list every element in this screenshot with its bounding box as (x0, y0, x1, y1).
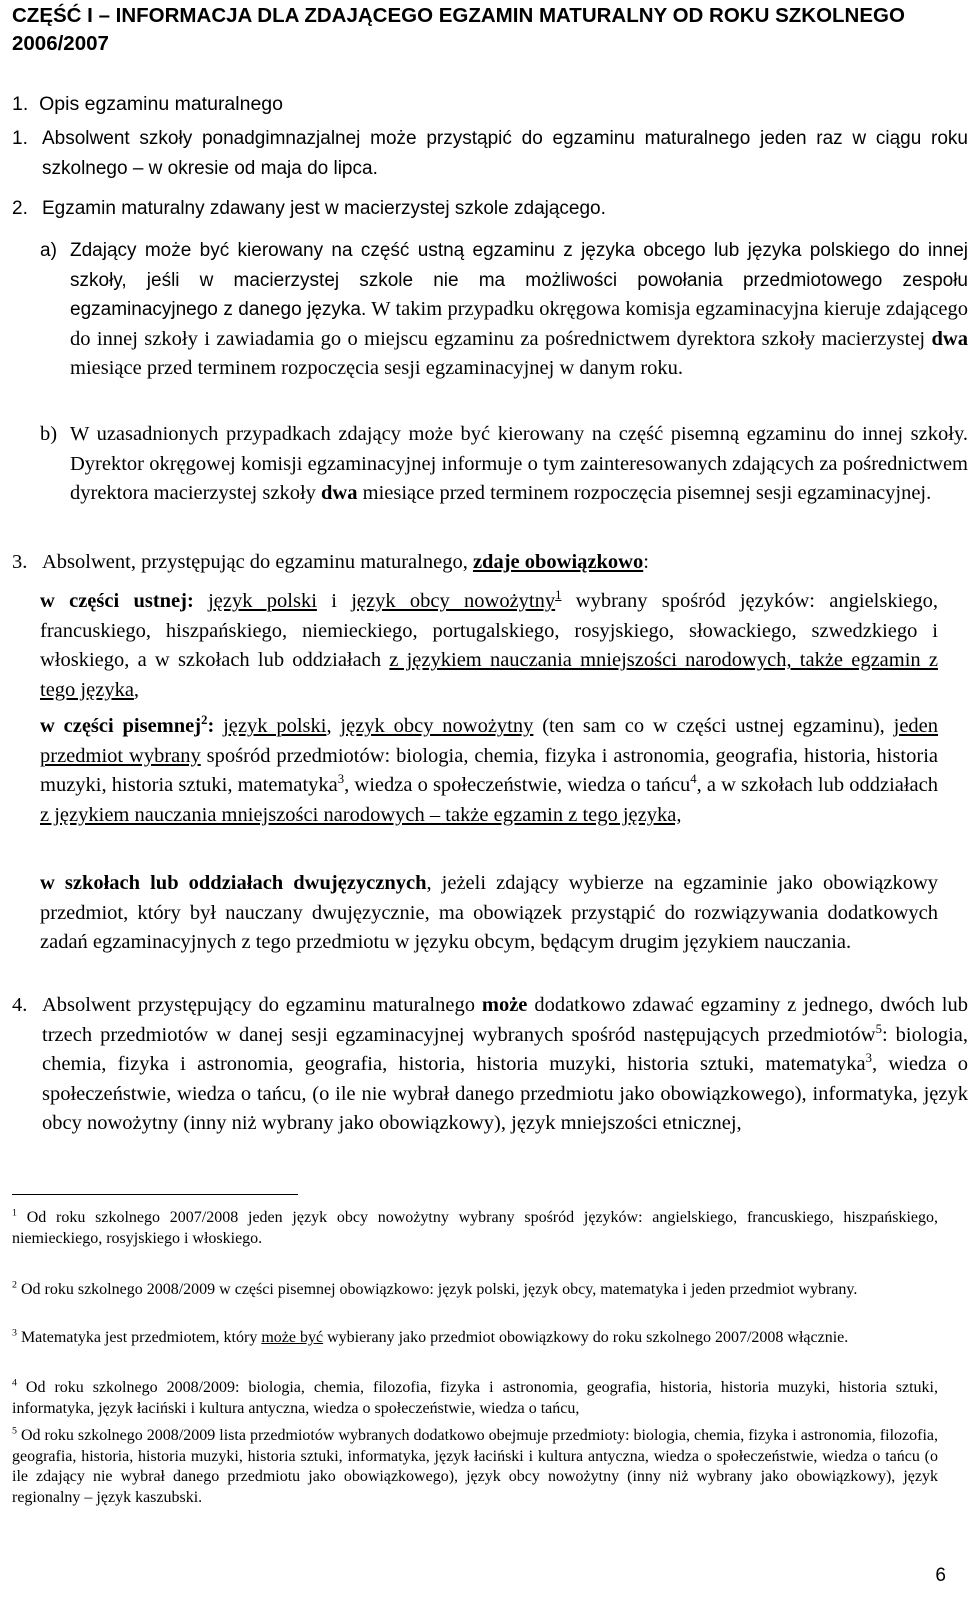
item-1: 1. Absolwent szkoły ponadgimnazjalnej może przystąpić do egzaminu maturalnego jeden raz w ciągu roku szkolnego – w okresie od maja do lipca. (12, 128, 968, 179)
footnote-3: $^3$ Matematyka jest przedmiotem, który może być wybierany jako przedmiot obowiązkowy do roku szkolnego 2007/2008 włącznie. (12, 1327, 849, 1346)
footnote-4: $^4$ Od roku szkolnego 2008/2009: biologia, chemia, filozofia, fizyka i astronomia, geografia, historia, historia muzyki, historia sztuki, informatyka, język łaciński i kultura antyczna, wiedza o społeczeństwie, wiedza o tańcu, (12, 1377, 938, 1417)
footnote-5: $^5$ Od roku szkolnego 2008/2009 lista przedmiotów wybranych dodatkowo obejmuje przedmioty: biologia, chemia, fizyka i astronomia, filozofia, geografia, historia, historia muzyki, historia sztuki, informatyka, język łaciński i kultura antyczna, wiedza o społeczeństwie, wiedza o tańcu (o ile zdający nie wybrał danego przedmiotu jako obowiązkowego), język obcy nowożytny (inny niż wybrany jako obowiązkowy), język regionalny – język kaszubski. (12, 1425, 938, 1506)
document-heading: CZĘŚĆ I – INFORMACJA DLA ZDAJĄCEGO EGZAMIN MATURALNY OD ROKU SZKOLNEGO 2006/2007 (12, 4, 905, 55)
page-number: 6 (935, 1565, 946, 1586)
footnote-1: $^1$ Od roku szkolnego 2007/2008 jeden język obcy nowożytny wybrany spośród języków: angielskiego, francuskiego, hiszpańskiego, niemieckiego, rosyjskiego i włoskiego. (12, 1207, 938, 1247)
written-part: w części pisemnej$^2$: język polski, język obcy nowożytny (ten sam co w części ustnej egzaminu), jeden przedmiot wybrany spośród przedmiotów: biologia, chemia, fizyka i astronomia, geografia, historia, historia muzyki, historia sztuki, matematyka$^3$, wiedza o społeczeństwie, wiedza o tańcu$^4$, a w szkołach lub oddziałach z językiem nauczania mniejszości narodowych – także egzamin z tego języka, (40, 713, 939, 826)
bilingual-part: w szkołach lub oddziałach dwujęzycznych, jeżeli zdający wybierze na egzaminie jako obowiązkowy przedmiot, który był nauczany dwujęzycznie, ma obowiązek przystąpić do rozwiązywania dodatkowych zadań egzaminacyjnych z tego przedmiotu w języku obcym, będącym drugim językiem nauczania. (40, 872, 938, 953)
oral-part: w części ustnej: język polski i język obcy nowożytny$^1$ wybrany spośród języków: angielskiego, francuskiego, hiszpańskiego, niemieckiego, portugalskiego, rosyjskiego, słowackiego, szwedzkiego i włoskiego, a w szkołach lub oddziałach z językiem nauczania mniejszości narodowych, także egzamin z tego języka, (40, 588, 939, 701)
footnote-separator (12, 1194, 298, 1195)
item-2a: a) Zdający może być kierowany na część ustną egzaminu z języka obcego lub języka polskiego do innej szkoły, jeśli w macierzystej szkole nie ma możliwości powołania przedmiotowego zespołu egzaminacyjnego z danego języka. W takim przypadku okręgowa komisja egzaminacyjna kieruje zdającego do innej szkoły i zawiadamia go o miejscu egzaminu za pośrednictwem dyrektora szkoły macierzystej dwa miesiące przed terminem rozpoczęcia sesji egzaminacyjnej w danym roku. (40, 240, 968, 379)
footnote-2: $^2$ Od roku szkolnego 2008/2009 w części pisemnej obowiązkowo: język polski, język obcy, matematyka i jeden przedmiot wybrany. (12, 1279, 858, 1298)
section-title: 1. Opis egzaminu maturalnego (12, 93, 283, 115)
item-2: 2. Egzamin maturalny zdawany jest w macierzystej szkole zdającego. (12, 198, 606, 219)
item-2b: b) W uzasadnionych przypadkach zdający może być kierowany na część pisemną egzaminu do innej szkoły. Dyrektor okręgowej komisji egzaminacyjnej informuje o tym zainteresowanych zdających za pośrednictwem dyrektora macierzystej szkoły dwa miesiące przed terminem rozpoczęcia pisemnej sesji egzaminacyjnej. (40, 423, 968, 504)
item-3: 3. Absolwent, przystępując do egzaminu maturalnego, zdaje obowiązkowo: (12, 551, 649, 573)
item-4: 4. Absolwent przystępujący do egzaminu maturalnego może dodatkowo zdawać egzaminy z jednego, dwóch lub trzech przedmiotów w danej sesji egzaminacyjnej wybranych spośród następujących przedmiotów$^5$: biologia, chemia, fizyka i astronomia, geografia, historia, historia muzyki, historia sztuki, matematyka$^3$, wiedza o społeczeństwie, wiedza o tańcu, (o ile nie wybrał danego przedmiotu jako obowiązkowego), informatyka, język obcy nowożytny (inny niż wybrany jako obowiązkowy), język mniejszości etnicznej, (12, 994, 968, 1134)
